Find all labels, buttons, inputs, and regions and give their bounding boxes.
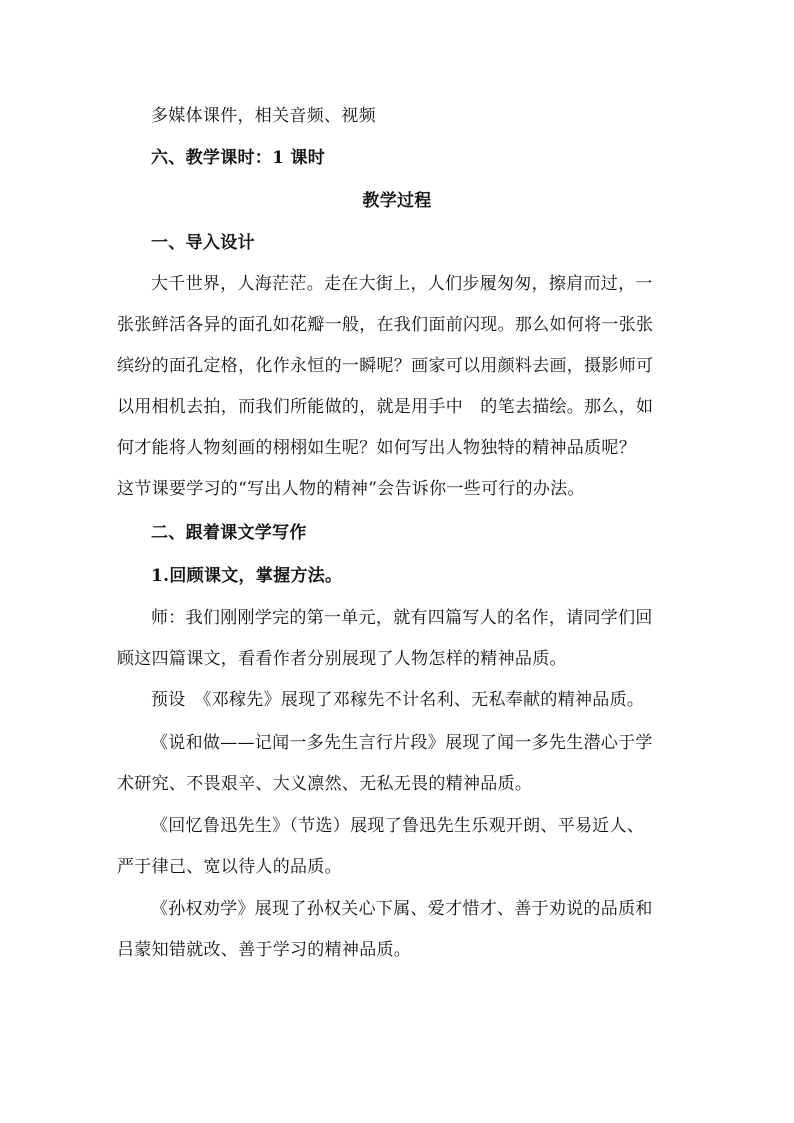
intro-line-3: 缤纷的面孔定格，化作永恒的一瞬呢？画家可以用颜料去画，摄影师可 [117,356,654,376]
subsection1-heading: 1.回顾课文，掌握方法。 [151,566,343,586]
preset-line: 预设 《邓稼先》展现了邓稼先不计名利、无私奉献的精神品质。 [151,690,645,710]
teacher-line-1: 师：我们刚刚学完的第一单元，就有四篇写人的名作，请同学们回 [151,608,653,628]
intro-line-6: 这节课要学习的“写出人物的精神”会告诉你一些可行的办法。 [117,479,585,499]
intro-line-2: 张张鲜活各异的面孔如花瓣一般，在我们面前闪现。那么如何将一张张 [117,315,654,335]
sunquan-line-1: 《孙权劝学》展现了孙权关心下属、爱才惜才、善于劝说的品质和 [151,899,653,919]
teacher-line-2: 顾这四篇课文，看看作者分别展现了人物怎样的精神品质。 [117,649,567,669]
process-title: 教学过程 [362,191,432,211]
section1-heading: 一、导入设计 [151,233,255,253]
sunquan-line-2: 吕蒙知错就改、善于学习的精神品质。 [117,940,412,960]
intro-line-4: 以用相机去拍，而我们所能做的，就是用手中 的笔去描绘。那么，如 [117,397,654,417]
luxun-line-2: 严于律己、宽以待人的品质。 [117,857,342,877]
section6-heading: 六、教学课时：1 课时 [151,148,326,168]
intro-line-1: 大千世界，人海茫茫。走在大街上，人们步履匆匆，擦肩而过，一 [151,274,653,294]
materials-line: 多媒体课件，相关音频、视频 [151,106,376,126]
luxun-line-1: 《回忆鲁迅先生》（节选）展现了鲁迅先生乐观开朗、平易近人、 [151,816,645,836]
intro-line-5: 何才能将人物刻画的栩栩如生呢？如何写出人物独特的精神品质呢？ [117,438,636,458]
shuo-line-1: 《说和做——记闻一多先生言行片段》展现了闻一多先生潜心于学 [151,733,653,753]
section2-heading: 二、跟着课文学写作 [151,523,307,543]
shuo-line-2: 术研究、不畏艰辛、大义凛然、无私无畏的精神品质。 [117,774,533,794]
